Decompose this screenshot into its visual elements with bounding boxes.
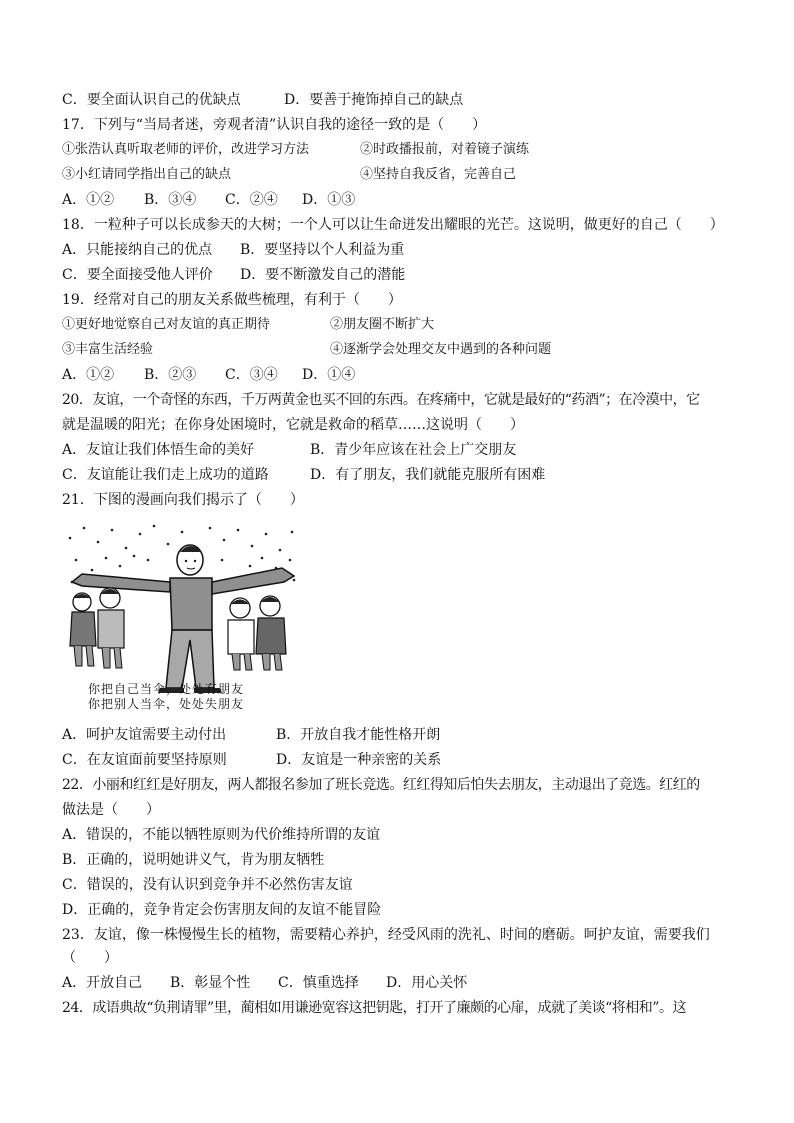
q19-item-1: ①更好地觉察自己对友谊的真正期待 [62, 317, 271, 332]
q23-option-a: A．开放自己 [62, 975, 143, 991]
q16-option-c: C．要全面认识自己的优缺点 [62, 92, 241, 108]
q22-stem-line-2: 做法是（ ） [62, 802, 160, 818]
q20-option-c: C．友谊能让我们走上成功的道路 [62, 467, 269, 483]
q21-option-d: D．友谊是一种亲密的关系 [276, 752, 442, 768]
q24-stem-line-1: 24．成语典故“负荆请罪”里，蔺相如用谦逊宽容这把钥匙，打开了廉颇的心扉，成就了美谈“将相和”。这 [62, 1000, 686, 1016]
q17-item-2: ②时政播报前，对着镜子演练 [360, 142, 530, 157]
q20-stem-line-1: 20．友谊，一个奇怪的东西，千万两黄金也买不回的东西。在疼痛中，它就是最好的“药酒”；在冷漠中，它 [62, 392, 700, 408]
q17-option-b: B．③④ [144, 192, 197, 208]
q19-item-4: ④逐渐学会处理交友中遇到的各种问题 [330, 342, 552, 357]
q22-option-d: D．正确的，竞争肯定会伤害朋友间的友谊不能冒险 [62, 902, 382, 918]
q19-option-c: C．③④ [225, 367, 278, 383]
q20-option-a: A．友谊让我们体悟生命的美好 [62, 442, 255, 458]
q22-option-b: B．正确的，说明她讲义气，肯为朋友牺牲 [62, 852, 325, 868]
q18-option-a: A．只能接纳自己的优点 [62, 242, 213, 258]
q22-option-a: A．错误的，不能以牺牲原则为代价维持所谓的友谊 [62, 827, 381, 843]
q18-option-d: D．要不断激发自己的潜能 [240, 267, 406, 283]
q21-option-c: C．在友谊面前要坚持原则 [62, 752, 227, 768]
q19-option-b: B．②③ [144, 367, 197, 383]
comic-caption-line-1: 你把自己当伞，处处有朋友 [88, 682, 245, 696]
comic-caption-line-2: 你把别人当伞，处处失朋友 [88, 697, 245, 711]
q17-item-4: ④坚持自我反省，完善自己 [360, 167, 517, 182]
q19-stem: 19．经常对自己的朋友关系做些梳理，有利于（ ） [62, 292, 402, 308]
q20-stem-line-2: 就是温暖的阳光；在你身处困境时，它就是救命的稻草……这说明（ ） [62, 417, 524, 433]
q19-option-a: A．①② [62, 367, 115, 383]
q19-option-d: D．①④ [302, 367, 356, 383]
q20-option-d: D．有了朋友，我们就能克服所有困难 [310, 467, 546, 483]
q19-item-2: ②朋友圈不断扩大 [330, 317, 435, 332]
q21-option-b: B．开放自我才能性格开朗 [276, 727, 441, 743]
q23-stem-line-2: （ ） [62, 950, 118, 966]
q22-option-c: C．错误的，没有认识到竞争并不必然伤害友谊 [62, 877, 353, 893]
q16-option-d: D．要善于掩饰掉自己的缺点 [284, 92, 464, 108]
q17-option-c: C．②④ [225, 192, 278, 208]
q21-stem: 21．下图的漫画向我们揭示了（ ） [62, 492, 304, 508]
q17-stem: 17．下列与“当局者迷，旁观者清”认识自我的途径一致的是（ ） [62, 117, 487, 133]
q17-option-d: D．①③ [302, 192, 356, 208]
q17-item-1: ①张浩认真听取老师的评价，改进学习方法 [62, 142, 310, 157]
q18-option-b: B．要坚持以个人利益为重 [240, 242, 405, 258]
q19-item-3: ③丰富生活经验 [62, 342, 154, 357]
q23-option-b: B．彰显个性 [170, 975, 251, 991]
q23-stem-line-1: 23．友谊，像一株慢慢生长的植物，需要精心养护，经受风雨的洗礼、时间的磨砺。呵护友谊，需要我们 [62, 927, 710, 943]
q21-option-a: A．呵护友谊需要主动付出 [62, 727, 227, 743]
q17-item-3: ③小红请同学指出自己的缺点 [62, 167, 232, 182]
q23-option-d: D．用心关怀 [386, 975, 468, 991]
q23-option-c: C．慎重选择 [278, 975, 359, 991]
q17-option-a: A．①② [62, 192, 115, 208]
q20-option-b: B．青少年应该在社会上广交朋友 [310, 442, 517, 458]
q18-stem: 18．一粒种子可以长成参天的大树；一个人可以让生命迸发出耀眼的光芒。这说明，做更好的自己（ ） [62, 217, 724, 233]
q18-option-c: C．要全面接受他人评价 [62, 267, 213, 283]
q22-stem-line-1: 22．小丽和红红是好朋友，两人都报名参加了班长竞选。红红得知后怕失去朋友，主动退出了竞选。红红的 [62, 777, 700, 793]
